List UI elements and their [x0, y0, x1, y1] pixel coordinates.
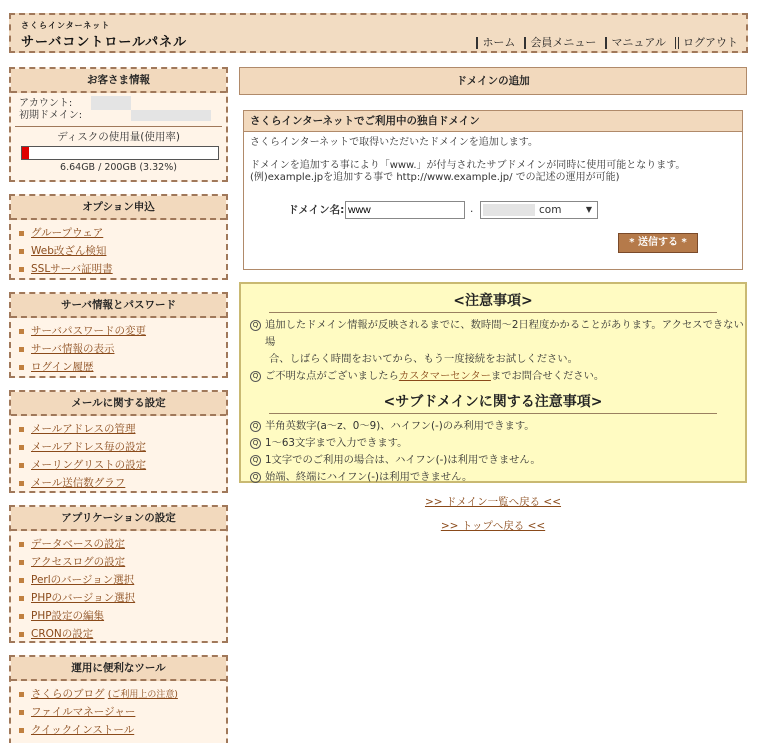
domain-name-label: ドメイン名: — [288, 204, 345, 216]
menu-link[interactable]: アクセスログの設定 — [19, 553, 226, 571]
info-icon: Q — [250, 371, 261, 382]
brand-title: サーバコントロールパネル — [21, 35, 188, 50]
menu-link[interactable]: メール送信数グラフ — [19, 474, 226, 492]
menu-link[interactable]: Perlのバージョン選択 — [19, 571, 226, 589]
menu-link[interactable]: PHP設定の編集 — [19, 607, 226, 625]
tld-selected: com — [539, 204, 562, 216]
notice-item: Q ご不明な点がございましたらカスタマーセンターまでお問合せください。 — [241, 368, 745, 385]
menu-link[interactable]: ログイン履歴 — [19, 358, 226, 376]
page-title: ドメインの追加 — [239, 67, 747, 95]
menu-link[interactable]: CRONの設定 — [19, 625, 226, 643]
info-icon: Q — [250, 472, 261, 483]
header — [9, 13, 748, 53]
account-label: アカウント: — [19, 98, 73, 109]
section-title: 運用に便利なツール — [11, 657, 226, 681]
disk-value: 6.64GB / 200GB (3.32%) — [60, 162, 177, 173]
nav-logout[interactable]: ログアウト — [675, 37, 738, 49]
domain-redacted — [131, 110, 211, 121]
domain-dot: . — [470, 203, 474, 215]
back-to-top-link[interactable]: >> トップへ戻る << — [440, 520, 546, 532]
domain-panel — [243, 110, 743, 270]
nav-manual[interactable]: マニュアル — [605, 37, 666, 49]
menu-link[interactable]: SSLサーバ証明書 — [19, 260, 226, 278]
menu-link[interactable]: データベースの設定 — [19, 535, 226, 553]
subdomain-notice-heading: <サブドメインに関する注意事項> — [383, 394, 603, 410]
account-box — [9, 67, 228, 182]
top-nav — [476, 37, 738, 49]
menu-link[interactable]: サーバパスワードの変更 — [19, 322, 226, 340]
info-icon: Q — [250, 320, 261, 331]
domain-label: 初期ドメイン: — [19, 110, 83, 121]
notice-heading: <注意事項> — [453, 293, 533, 309]
section-title: アプリケーションの設定 — [11, 507, 226, 531]
account-title: お客さま情報 — [11, 69, 226, 93]
disk-label: ディスクの使用量(使用率) — [15, 126, 222, 144]
back-to-domain-list-link[interactable]: >> ドメイン一覧へ戻る << — [424, 496, 562, 508]
desc-line: ドメインを追加する事により「www.」が付与されたサブドメインが同時に使用可能となります。 — [250, 160, 686, 171]
notice-item: Q 1〜63文字まで入力できます。 — [241, 435, 745, 452]
notice-item: Q 始端、終端にハイフン(-)は利用できません。 — [241, 469, 745, 486]
menu-link[interactable]: メーリングリストの設定 — [19, 456, 226, 474]
panel-title: さくらインターネットでご利用中の独自ドメイン — [244, 111, 742, 132]
chevron-down-icon: ▼ — [585, 205, 592, 214]
notice-box — [239, 282, 747, 483]
info-icon: Q — [250, 438, 261, 449]
menu-link[interactable]: メールアドレス毎の設定 — [19, 438, 226, 456]
customer-center-link[interactable]: カスタマーセンター — [398, 370, 491, 382]
menu-link[interactable]: グループウェア — [19, 224, 226, 242]
section-server-info — [9, 292, 228, 378]
tld-select[interactable] — [480, 201, 598, 219]
disk-usage-fill — [22, 147, 29, 159]
info-icon: Q — [250, 455, 261, 466]
redacted-domain — [483, 204, 535, 216]
menu-link[interactable]: メールアドレスの管理 — [19, 420, 226, 438]
nav-member-menu[interactable]: 会員メニュー — [524, 37, 596, 49]
desc-line: さくらインターネットで取得いただいたドメインを追加します。 — [250, 137, 538, 148]
menu-link[interactable]: PHPのバージョン選択 — [19, 589, 226, 607]
section-apps — [9, 505, 228, 643]
notice-item: Q 半角英数字(a〜z、0〜9)、ハイフン(-)のみ利用できます。 — [241, 418, 745, 435]
menu-link[interactable]: Web改ざん検知 — [19, 242, 226, 260]
brand-subtitle: さくらインターネット — [21, 21, 111, 30]
notice-item: Q 1文字でのご利用の場合は、ハイフン(-)は利用できません。 — [241, 452, 745, 469]
section-title: サーバ情報とパスワード — [11, 294, 226, 318]
account-redacted — [91, 96, 131, 110]
desc-line: (例)example.jpを追加する事で http://www.example.jp/ での記述の運用が可能) — [250, 172, 620, 183]
section-options — [9, 194, 228, 280]
notice-item: 合、しばらく時間をおいてから、もう一度接続をお試しください。 — [269, 353, 578, 365]
menu-link[interactable]: クイックインストール — [19, 721, 226, 739]
section-tools — [9, 655, 228, 743]
section-title: オプション申込 — [11, 196, 226, 220]
menu-link[interactable]: サーバ情報の表示 — [19, 340, 226, 358]
notice-item: Q 追加したドメイン情報が反映されるまでに、数時間〜2日程度かかることがあります。アクセスできない場 — [241, 317, 745, 351]
domain-prefix-input[interactable] — [345, 201, 465, 219]
menu-link[interactable]: ファイルマネージャー — [19, 703, 226, 721]
section-mail — [9, 390, 228, 493]
nav-home[interactable]: ホーム — [476, 37, 515, 49]
disk-usage-bar — [21, 146, 219, 160]
menu-link[interactable]: さくらのブログ (ご利用上の注意) — [19, 685, 226, 703]
section-title: メールに関する設定 — [11, 392, 226, 416]
submit-button[interactable]: * 送信する * — [618, 233, 698, 253]
info-icon: Q — [250, 421, 261, 432]
